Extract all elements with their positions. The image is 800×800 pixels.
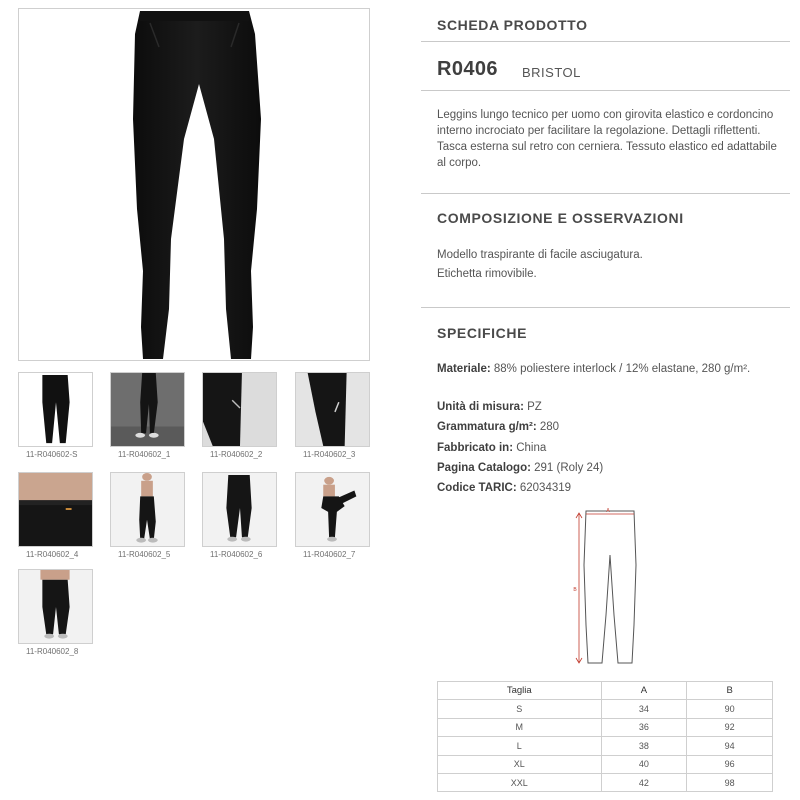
measure-label-a: A xyxy=(606,508,610,514)
section-title-composition: COMPOSIZIONE E OSSERVAZIONI xyxy=(437,210,684,226)
spec-made-in xyxy=(437,440,782,456)
thumbnail-caption: 11-R040602_8 xyxy=(26,647,79,656)
composition-line-2: Etichetta rimovibile. xyxy=(437,268,537,280)
leggings-detail-image xyxy=(203,373,276,446)
spec-label: Unità di misura: xyxy=(437,401,524,413)
spec-weight xyxy=(437,419,782,435)
table-row xyxy=(438,700,773,718)
model-photo-image xyxy=(296,473,369,546)
size-table xyxy=(437,681,773,792)
thumbnail-0[interactable] xyxy=(18,372,93,447)
table-cell: 90 xyxy=(687,700,773,718)
spec-label: Codice TARIC: xyxy=(437,482,517,494)
spec-material xyxy=(437,361,782,377)
table-cell: 34 xyxy=(601,700,687,718)
divider xyxy=(421,41,790,42)
thumbnail-caption: 11-R040602_4 xyxy=(26,550,79,559)
thumbnail-caption: 11-R040602_1 xyxy=(118,450,171,459)
thumbnail-7[interactable] xyxy=(295,472,370,547)
waistband-detail-image xyxy=(19,473,92,546)
thumbnail-8[interactable] xyxy=(18,569,93,644)
divider xyxy=(421,90,790,91)
table-cell: 96 xyxy=(687,755,773,773)
spec-value: 291 (Roly 24) xyxy=(534,462,604,474)
leggings-front-image xyxy=(19,9,371,362)
table-cell: S xyxy=(438,700,602,718)
spec-label: Fabbricato in: xyxy=(437,442,514,454)
table-row xyxy=(438,737,773,755)
measure-label-b: B xyxy=(573,587,577,593)
spec-catalog-page xyxy=(437,460,782,476)
table-row xyxy=(438,773,773,791)
table-cell: L xyxy=(438,737,602,755)
table-cell: 38 xyxy=(601,737,687,755)
model-photo-image xyxy=(19,570,92,643)
size-measurement-diagram xyxy=(568,505,648,670)
thumbnail-2[interactable] xyxy=(202,372,277,447)
column-header: Taglia xyxy=(438,682,602,700)
table-cell: 92 xyxy=(687,718,773,736)
table-cell: XXL xyxy=(438,773,602,791)
column-header: A xyxy=(601,682,687,700)
thumbnail-1[interactable] xyxy=(110,372,185,447)
leggings-detail-image xyxy=(296,373,369,446)
divider xyxy=(421,193,790,194)
main-product-image[interactable] xyxy=(18,8,370,361)
thumbnail-caption: 11-R040602_7 xyxy=(303,550,356,559)
spec-value: 280 xyxy=(539,421,560,433)
table-cell: XL xyxy=(438,755,602,773)
thumbnail-3[interactable] xyxy=(295,372,370,447)
column-header: B xyxy=(687,682,773,700)
model-photo-image xyxy=(203,473,276,546)
section-title-product-sheet: SCHEDA PRODOTTO xyxy=(437,17,588,33)
table-row xyxy=(438,718,773,736)
section-title-specs: SPECIFICHE xyxy=(437,325,528,341)
spec-label: Pagina Catalogo: xyxy=(437,462,531,474)
thumbnail-6[interactable] xyxy=(202,472,277,547)
thumbnail-caption: 11-R040602_6 xyxy=(210,550,263,559)
spec-value: 88% poliestere interlock / 12% elastane, 280 g/m². xyxy=(493,363,751,375)
thumbnail-caption: 11-R040602_2 xyxy=(210,450,263,459)
composition-line-1: Modello traspirante di facile asciugatura. xyxy=(437,249,643,261)
thumbnail-caption: 11-R040602_3 xyxy=(303,450,356,459)
table-cell: 42 xyxy=(601,773,687,791)
table-cell: M xyxy=(438,718,602,736)
thumbnail-caption: 11-R040602_5 xyxy=(118,550,171,559)
table-header-row xyxy=(438,682,773,700)
table-cell: 40 xyxy=(601,755,687,773)
thumbnail-5[interactable] xyxy=(110,472,185,547)
spec-taric-code xyxy=(437,480,782,496)
divider xyxy=(421,307,790,308)
table-cell: 36 xyxy=(601,718,687,736)
spec-value: PZ xyxy=(527,401,542,413)
product-name: BRISTOL xyxy=(522,65,581,80)
thumbnail-4[interactable] xyxy=(18,472,93,547)
table-cell: 94 xyxy=(687,737,773,755)
table-cell: 98 xyxy=(687,773,773,791)
leggings-thumb-image xyxy=(19,373,92,446)
spec-unit xyxy=(437,399,782,415)
model-photo-image xyxy=(111,473,184,546)
model-photo-image xyxy=(111,373,184,446)
thumbnail-caption: 11-R040602-S xyxy=(26,450,78,459)
spec-label: Materiale: xyxy=(437,363,491,375)
table-row xyxy=(438,755,773,773)
product-description: Leggins lungo tecnico per uomo con girovita elastico e cordoncino interno incrociato per facilitare la regolazione. Dettagli riflettenti. Tasca esterna sul retro con cerniera. Tessuto elastico ed adattabile al corpo. xyxy=(437,109,777,169)
spec-value: China xyxy=(516,442,547,454)
spec-label: Grammatura g/m²: xyxy=(437,421,537,433)
spec-value: 62034319 xyxy=(519,482,572,494)
product-code: R0406 xyxy=(437,58,498,80)
